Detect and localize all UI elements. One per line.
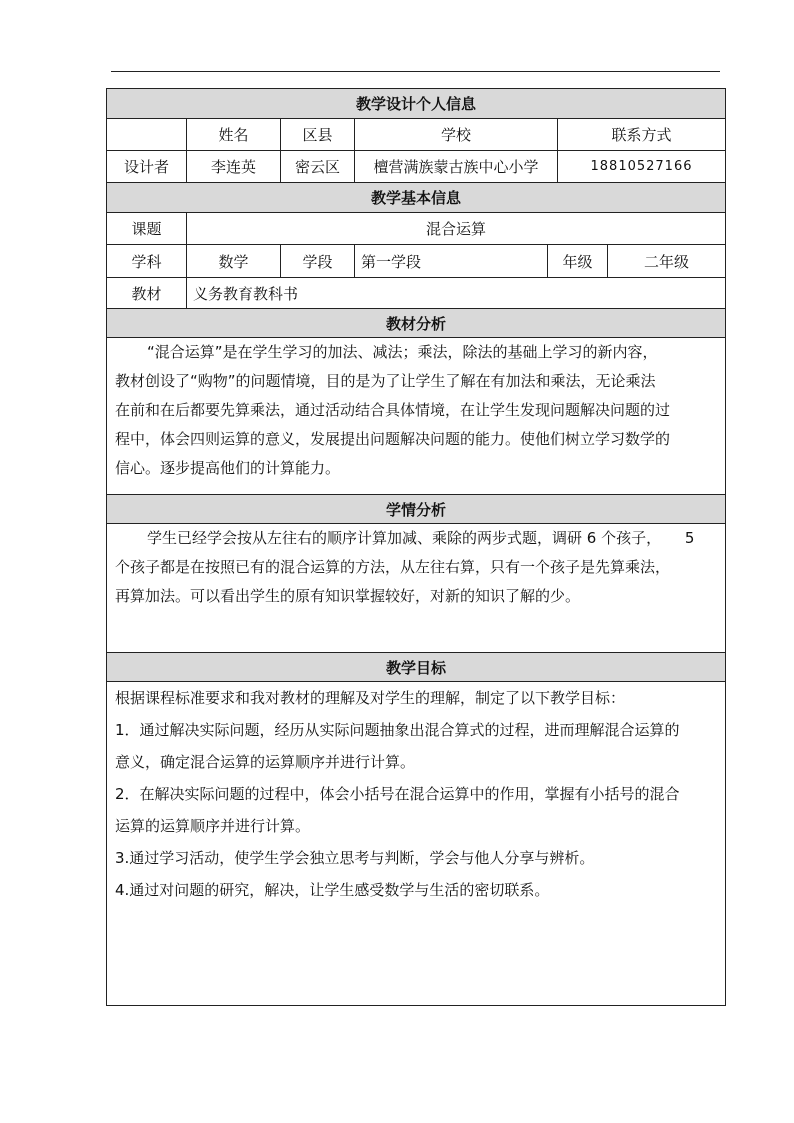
- district-header: 区县: [281, 119, 355, 150]
- personal-info-header: [107, 89, 725, 119]
- basic-info-header: [107, 183, 725, 213]
- textbook-analysis-line: “混合运算”是在学生学习的加法、减法；乘法，除法的基础上学习的新内容，: [147, 343, 658, 361]
- blank-header-cell: [107, 119, 187, 150]
- designer-name: 李连英: [187, 151, 281, 182]
- textbook-analysis-line: 程中，体会四则运算的意义，发展提出问题解决问题的能力。使他们树立学习数学的: [115, 430, 671, 448]
- objective-line: 4.通过对问题的研究，解决，让学生感受数学与生活的密切联系。: [115, 881, 550, 899]
- student-analysis-line: 再算加法。可以看出学生的原有知识掌握较好，对新的知识了解的少。: [115, 587, 581, 605]
- objective-line: 3.通过学习活动，使学生学会独立思考与判断，学会与他人分享与辨析。: [115, 849, 595, 867]
- lesson-design-table: [106, 88, 726, 1006]
- stage-label: 学段: [281, 245, 355, 277]
- textbook-analysis-body: [107, 338, 725, 495]
- textbook-analysis-line: 在前和在后都要先算乘法，通过活动结合具体情境，在让学生发现问题解决问题的过: [115, 401, 671, 419]
- school-header: 学校: [355, 119, 558, 150]
- grade-label: 年级: [548, 245, 608, 277]
- topic-value: 混合运算: [425, 220, 486, 238]
- name-header: 姓名: [187, 119, 281, 150]
- designer-label: 设计者: [107, 151, 187, 182]
- objective-line: 1．通过解决实际问题，经历从实际问题抽象出混合算式的过程，进而理解混合运算的: [115, 721, 680, 739]
- grade-value: 二年级: [643, 252, 689, 271]
- subject-label: 学科: [107, 245, 187, 277]
- textbook-analysis-title: 教材分析: [385, 314, 446, 333]
- textbook-row: [107, 278, 725, 309]
- subject-row: [107, 245, 725, 278]
- topic-label: 课题: [107, 213, 187, 244]
- objectives-body: [107, 682, 725, 1005]
- stage-value: 第一学段: [355, 245, 548, 277]
- designer-school: 檀营满族蒙古族中心小学: [355, 151, 558, 182]
- textbook-analysis-line: 教材创设了“购物”的问题情境，目的是为了让学生了解在有加法和乘法，无论乘法: [115, 372, 656, 390]
- objectives-header: [107, 653, 725, 682]
- objective-line: 2．在解决实际问题的过程中，体会小括号在混合运算中的作用，掌握有小括号的混合: [115, 785, 680, 803]
- basic-info-title: 教学基本信息: [370, 189, 461, 207]
- topic-row: [107, 213, 725, 245]
- textbook-analysis-line: 信心。逐步提高他们的计算能力。: [115, 459, 341, 477]
- objective-line: 意义，确定混合运算的运算顺序并进行计算。: [115, 753, 416, 771]
- textbook-label: 教材: [107, 278, 187, 308]
- objectives-intro: 根据课程标准要求和我对教材的理解及对学生的理解，制定了以下教学目标：: [115, 689, 626, 707]
- personal-info-columns: [107, 119, 725, 151]
- designer-phone: 18810527166: [590, 159, 693, 174]
- designer-row: [107, 151, 725, 183]
- objective-line: 运算的运算顺序并进行计算。: [115, 817, 311, 835]
- subject-value: 数学: [187, 245, 281, 277]
- header-rule: [111, 71, 720, 72]
- personal-info-title: 教学设计个人信息: [355, 95, 476, 113]
- student-analysis-line: 学生已经学会按从左往右的顺序计算加减、乘除的两步式题，调研 6 个孩子， 5: [147, 529, 695, 547]
- objectives-title: 教学目标: [385, 658, 446, 677]
- student-analysis-header: [107, 495, 725, 524]
- student-analysis-body: [107, 524, 725, 653]
- student-analysis-title: 学情分析: [385, 500, 446, 519]
- textbook-value: 义务教育教科书: [193, 284, 299, 303]
- textbook-analysis-header: [107, 309, 725, 338]
- student-analysis-line: 个孩子都是在按照已有的混合运算的方法，从左往右算，只有一个孩子是先算乘法，: [115, 558, 671, 576]
- contact-header: 联系方式: [611, 126, 672, 144]
- designer-district: 密云区: [281, 151, 355, 182]
